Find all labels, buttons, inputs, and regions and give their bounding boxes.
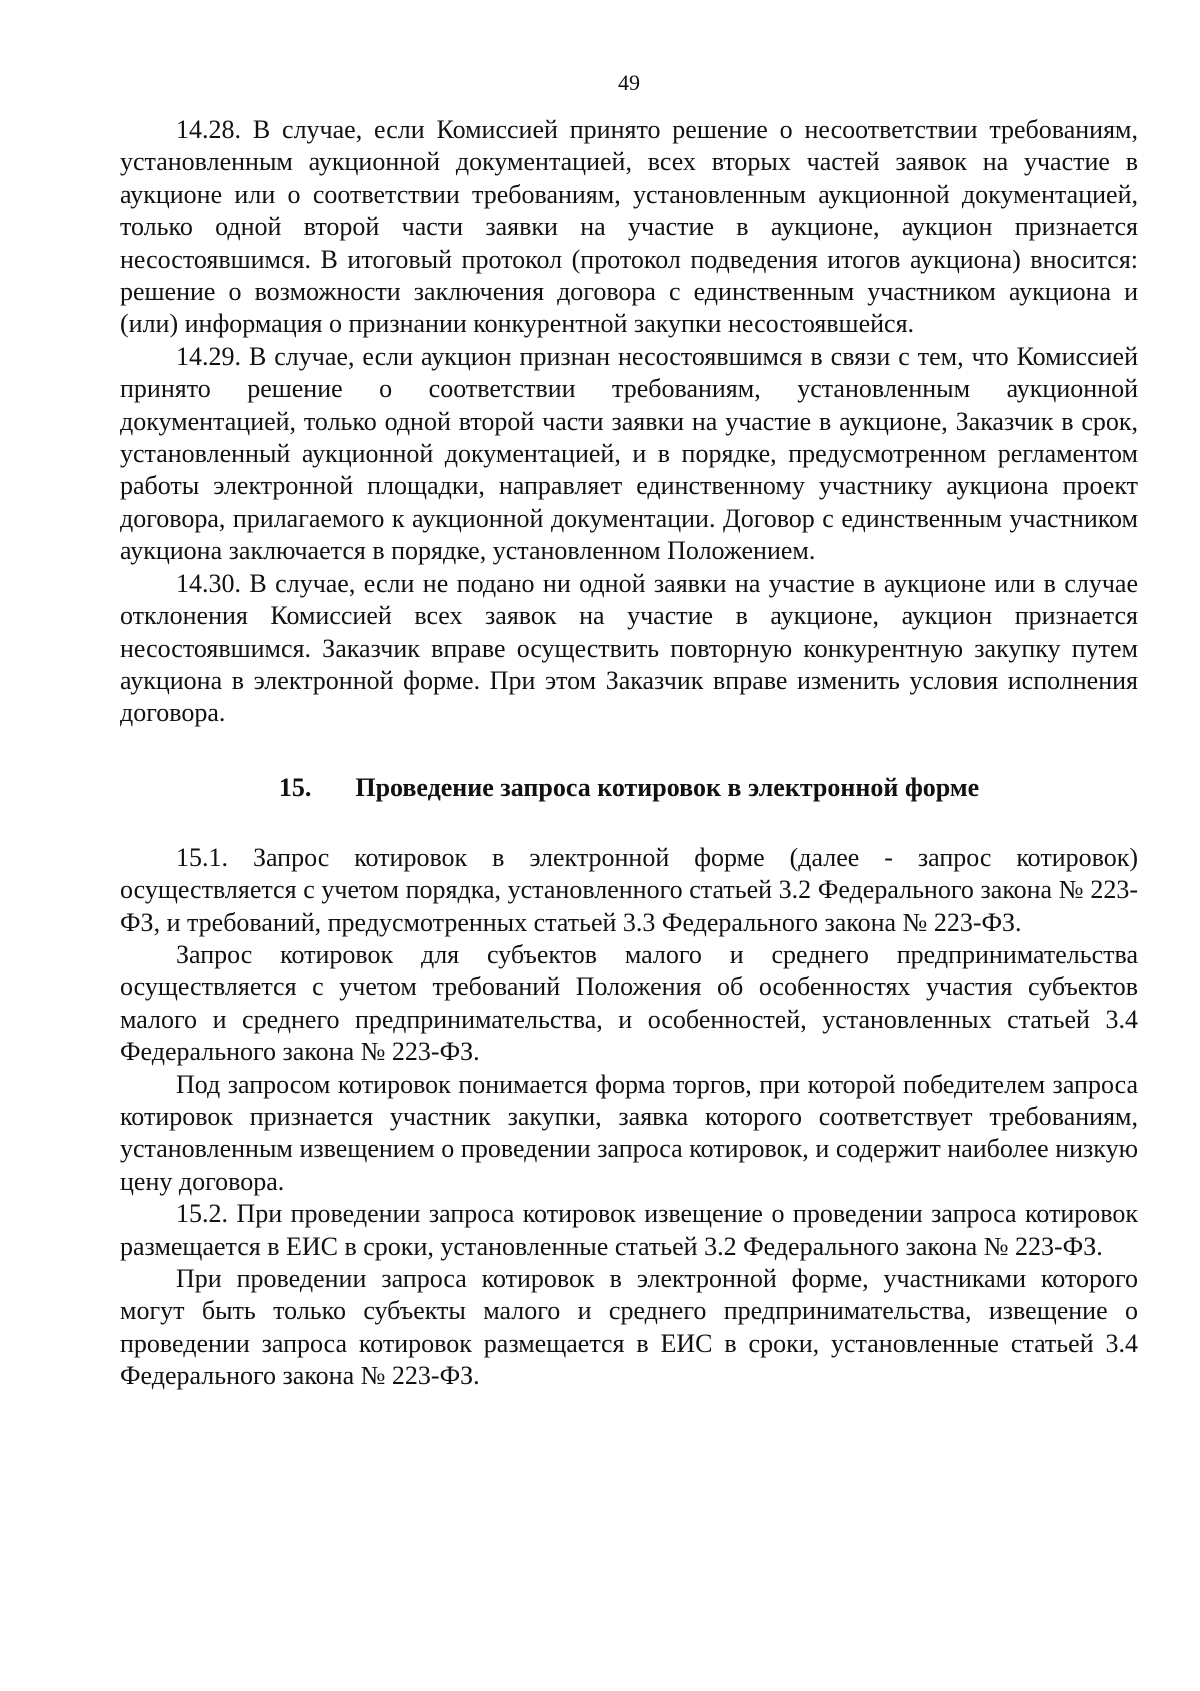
section-heading (120, 772, 1138, 804)
paragraph-14-30: 14.30. В случае, если не подано ни одной заявки на участие в аукционе или в случае отклонения Комиссией всех заявок на участие в аукционе, аукцион признается несостоявшимся. Заказчик вправе осуществить повторную конкурентную закупку путем аукциона в электронной форме. При этом Заказчик вправе изменить условия исполнения договора. (120, 568, 1138, 728)
page-number: 49 (618, 70, 640, 95)
paragraph-smb-requirements: Запрос котировок для субъектов малого и среднего предпринимательства осуществляется с учетом требований Положения об особенностях участия субъектов малого и среднего предпринимательства, и особенностей, установленных статьей 3.4 Федерального закона № 223-ФЗ. (120, 939, 1138, 1067)
paragraph-smb-notice-terms: При проведении запроса котировок в электронной форме, участниками которого могут быть только субъекты малого и среднего предпринимательства, извещение о проведении запроса котировок размещается в ЕИС в сроки, установленные статьей 3.4 Федерального закона № 223-ФЗ. (120, 1264, 1138, 1391)
paragraph-15-2: 15.2. При проведении запроса котировок извещение о проведении запроса котировок размещается в ЕИС в сроки, установленные статьей 3.2 Федерального закона № 223-ФЗ. (120, 1199, 1138, 1261)
section-number: 15. (278, 772, 312, 802)
document-page (120, 70, 1138, 1393)
paragraph-14-28: 14.28. В случае, если Комиссией принято решение о несоответствии требованиям, установленным аукционной документацией, всех вторых частей заявок на участие в аукционе или о соответствии требованиям, установленным аукционной документацией, только одной второй части заявки на участие в аукционе, аукцион признается несостоявшимся. В итоговый протокол (протокол подведения итогов аукциона) вносится: решение о возможности заключения договора с единственным участником аукциона и (или) информация о признании конкурентной закупки несостоявшейся. (120, 115, 1138, 339)
paragraph-quotation-definition: Под запросом котировок понимается форма торгов, при которой победителем запроса котировок признается участник закупки, заявка которого соответствует требованиям, установленным извещением о проведении запроса котировок, и содержит наиболее низкую цену договора. (120, 1069, 1138, 1196)
section-title: Проведение запроса котировок в электронной форме (355, 772, 980, 802)
paragraph-14-29: 14.29. В случае, если аукцион признан несостоявшимся в связи с тем, что Комиссией принято решение о соответствии требованиям, установленным аукционной документацией, только одной второй части заявки на участие в аукционе, Заказчик в срок, установленный аукционной документацией, и в порядке, предусмотренном регламентом работы электронной площадки, направляет единственному участнику аукциона проект договора, прилагаемого к аукционной документации. Договор с единственным участником аукциона заключается в порядке, установленном Положением. (120, 341, 1138, 566)
paragraph-15-1: 15.1. Запрос котировок в электронной форме (далее - запрос котировок) осуществляется с учетом порядка, установленного статьей 3.2 Федерального закона № 223-ФЗ, и требований, предусмотренных статьей 3.3 Федерального закона № 223-ФЗ. (120, 842, 1138, 937)
